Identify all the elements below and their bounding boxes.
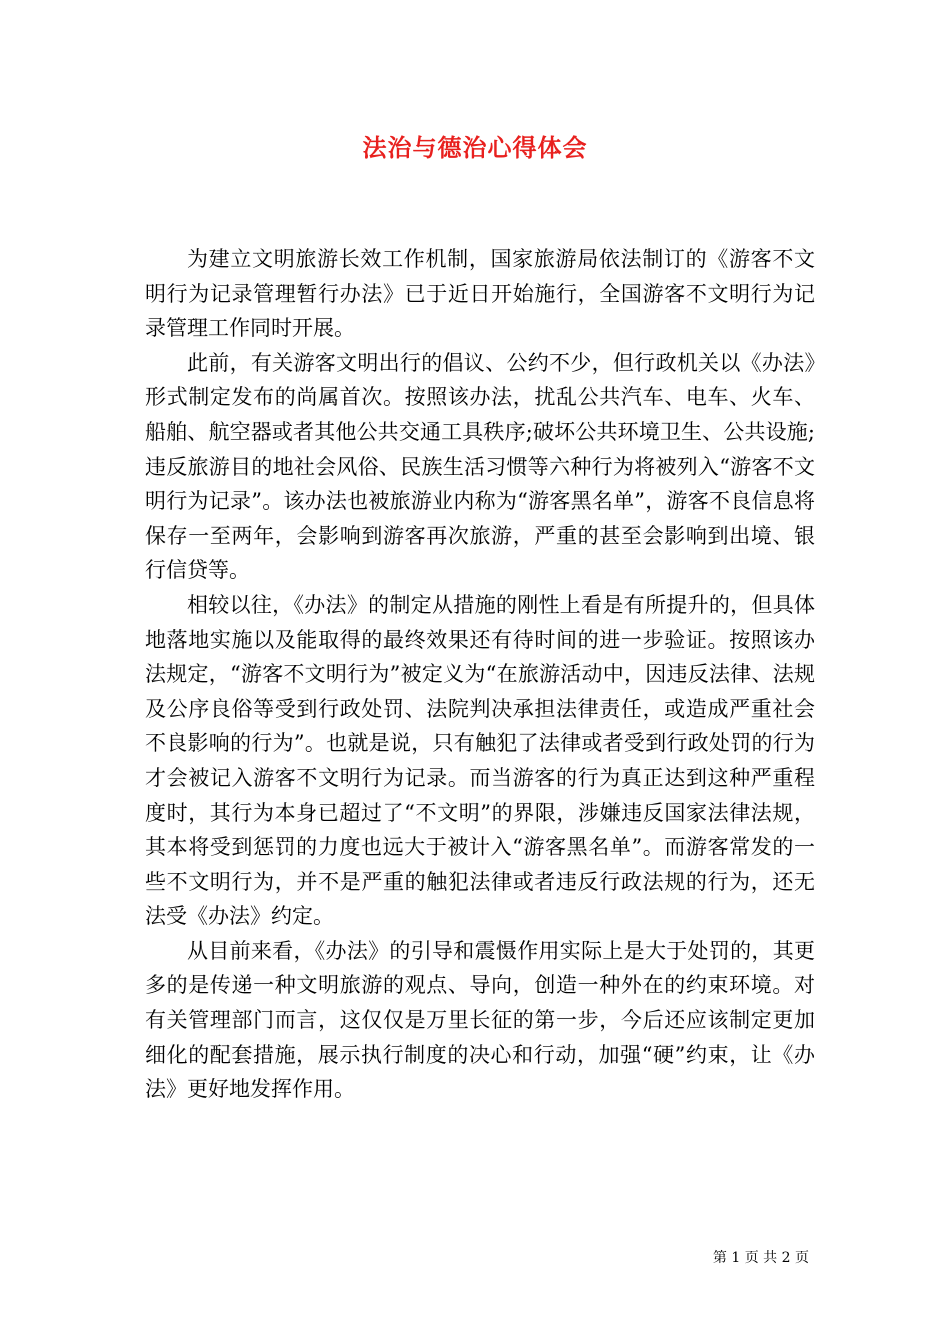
page-indicator: 第 1 页 共 2 页 bbox=[712, 1250, 809, 1266]
paragraph-3: 相较以往，《办法》的制定从措施的刚性上看是有所提升的，但具体地落地实施以及能取得的最终效果还有待时间的进一步验证。按照该办法规定，“游客不文明行为”被定义为“在旅游活动中，因违反法律、法规及公序良俗等受到行政处罚、法院判决承担法律责任，或造成严重社会不良影响的行为”。也就是说，只有触犯了法律或者受到行政处罚的行为才会被记入游客不文明行为记录。而当游客的行为真正达到这种严重程度时，其行为本身已超过了“不文明”的界限，涉嫌违反国家法律法规，其本将受到惩罚的力度也远大于被计入“游客黑名单”。而游客常发的一些不文明行为，并不是严重的触犯法律或者违反行政法规的行为，还无法受《办法》约定。 bbox=[145, 592, 815, 929]
document-body bbox=[145, 242, 815, 1107]
document-title: 法治与德治心得体会 bbox=[362, 133, 588, 162]
paragraph-4: 从目前来看，《办法》的引导和震慑作用实际上是大于处罚的，其更多的是传递一种文明旅游的观点、导向，创造一种外在的约束环境。对有关管理部门而言，这仅仅是万里长征的第一步，今后还应该制定更加细化的配套措施，展示执行制度的决心和行动，加强“硬”约束，让《办法》更好地发挥作用。 bbox=[145, 938, 815, 1102]
paragraph-2: 此前，有关游客文明出行的倡议、公约不少，但行政机关以《办法》形式制定发布的尚属首次。按照该办法，扰乱公共汽车、电车、火车、船舶、航空器或者其他公共交通工具秩序;破坏公共环境卫生、公共设施;违反旅游目的地社会风俗、民族生活习惯等六种行为将被列入“游客不文明行为记录”。该办法也被旅游业内称为“游客黑名单”，游客不良信息将保存一至两年，会影响到游客再次旅游，严重的甚至会影响到出境、银行信贷等。 bbox=[145, 350, 815, 583]
paragraph-1: 为建立文明旅游长效工作机制，国家旅游局依法制订的《游客不文明行为记录管理暂行办法》已于近日开始施行，全国游客不文明行为记录管理工作同时开展。 bbox=[145, 247, 815, 341]
